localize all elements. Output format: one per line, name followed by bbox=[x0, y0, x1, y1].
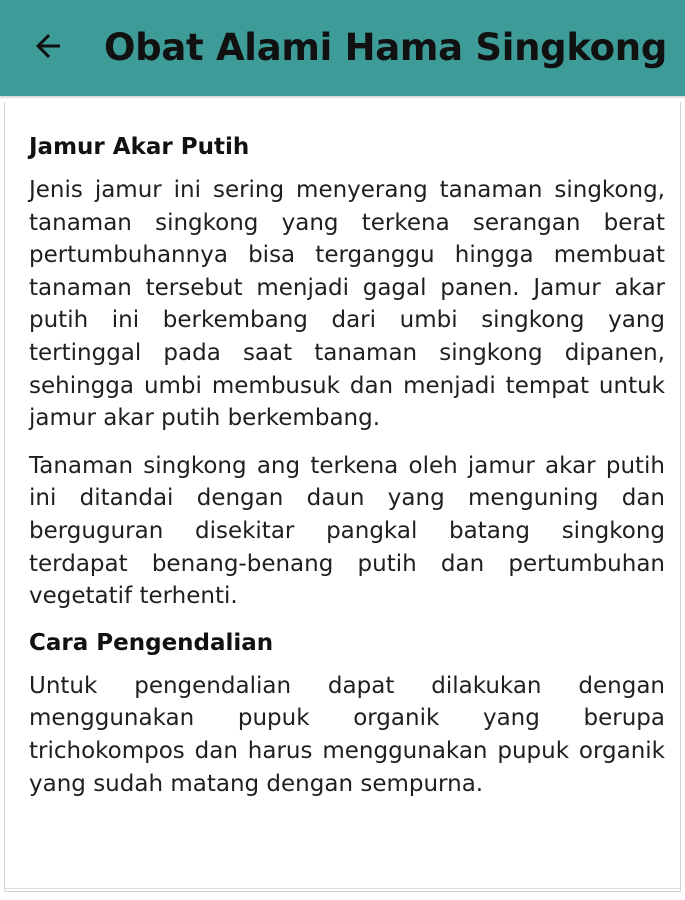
section-heading-cara-pengendalian: Cara Pengendalian bbox=[29, 629, 274, 656]
paragraph-symptoms: Tanaman singkong ang terkena oleh jamur akar putih ini ditandai dengan daun yang menguning dan berguguran disekitar pangkal batang singkong terdapat benang-benang putih dan pertumbuhan vegetatif terhenti. bbox=[29, 452, 665, 610]
section-heading-jamur-akar-putih: Jamur Akar Putih bbox=[29, 134, 250, 160]
paragraph-description: Jenis jamur ini sering menyerang tanaman singkong, tanaman singkong yang terkena serangan berat pertumbuhannya bisa terganggu hingga membuat tanaman tersebut menjadi gagal panen. Jamur akar putih ini berkembang dari umbi singkong yang tertinggal pada saat tanaman singkong dipanen, sehingga umbi membusuk dan menjadi tempat untuk jamur akar putih berkembang. bbox=[29, 177, 665, 432]
page-title: Obat Alami Hama Singkong bbox=[104, 26, 668, 69]
arrow-back-icon bbox=[30, 28, 66, 68]
article-body bbox=[29, 132, 665, 815]
paragraph-control: Untuk pengendalian dapat dilakukan dengan menggunakan pupuk organik yang berupa trichokompos dan harus menggunakan pupuk organik yang sudah matang dengan sempurna. bbox=[29, 672, 665, 797]
app-bar bbox=[0, 0, 685, 96]
article-card[interactable] bbox=[4, 102, 681, 892]
back-button[interactable] bbox=[22, 22, 74, 74]
divider bbox=[5, 888, 680, 889]
